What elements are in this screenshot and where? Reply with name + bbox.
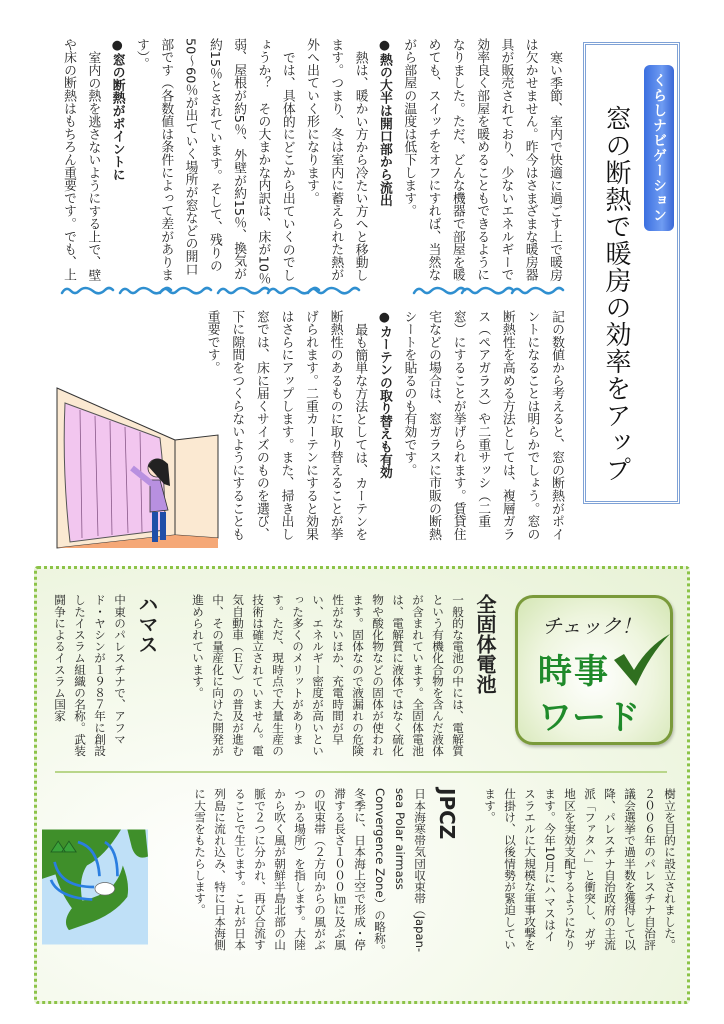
term-body: 一般的な電池の中には、電解質という有機化合物を含んだ液体が含まれています。全固体電池は、電解質に液体ではなく硫化物や酸化物などの固体が使われます。固体なので液漏れの危険性がないほか、充電時間が早い、エネルギー密度が高いといった多くのメリットがあります。ただ、現時点で大量生産の技術は確立されていません。電気自動車（ＥＶ）の普及が進む中、その量産化に向けた開発が進められています。 xyxy=(191,594,465,757)
term-zenkotai xyxy=(168,594,502,758)
term-jpcz xyxy=(152,788,464,958)
article-paragraph: 室内の熱を逃さないようにする上で、壁や床の断熱はもちろん重要です。でも、上 xyxy=(61,38,101,282)
article-subheading: ●熱の大半は開口部から流出 xyxy=(376,38,392,207)
jpcz-map xyxy=(42,826,148,948)
page-title: 窓の断熱で暖房の効率をアップ xyxy=(601,105,631,483)
term-hamas-continued xyxy=(466,788,680,952)
article-subheading: ●カーテンの取り替えも有効 xyxy=(376,310,392,479)
article-paragraph: 熱は、暖かい方から冷たい方へと移動します。つまり、冬は室内に蓄えられた熱が外へ出ていく形になります。 xyxy=(304,38,368,282)
section-label: くらしナビゲーション xyxy=(644,65,674,231)
term-heading: JPCZ xyxy=(435,788,459,840)
checkmark-icon xyxy=(610,632,672,688)
term-hamas xyxy=(40,594,164,758)
logo-line1: 時事 xyxy=(538,652,610,692)
term-heading: ハマス xyxy=(135,594,159,654)
article-paragraph: では、具体的にどこから出ていくのでしょうか？ その大まかな内訳は、床が10％弱、屋根が約5％、外壁が約15％、換気が約15％とされています。そして、残りの50～60％が出ていく場所が窓などの開口部です（各数値は条件によって差があります）。 xyxy=(133,38,295,285)
title-box xyxy=(583,42,680,504)
logo-line2: ワード xyxy=(538,698,640,738)
article-paragraph: 記の数値から考えると、窓の断熱がポイントになることは明らかでしょう。窓の断熱性を高める方法としては、複層ガラス（ペアガラス）や二重サッシ（二重窓）にすることが挙げられます。賃貸住宅などの場合は、窓ガラスに市販の断熱シートを貼るのも有効です。 xyxy=(401,310,564,541)
term-body: 樹立を目的に設立されました。２００６年のパレスチナ自治評議会選挙で過半数を獲得して以降、パレスチナ自治政府の主流派「ファタハ」と衝突し、ガザ地区を実効支配するようになります。今年10月にハマスはイスラエルに大規模な軍事攻撃を仕掛け、以後情勢が緊迫しています。 xyxy=(483,788,677,951)
curtain-illustration xyxy=(40,370,220,550)
article-subheading: ●窓の断熱がポイントに xyxy=(109,38,125,181)
article-bottom xyxy=(204,310,568,546)
term-heading: 全固体電池 xyxy=(473,594,497,694)
article-top xyxy=(36,38,566,288)
term-body: 日本海寒帯気団収束帯（Japan-sea Polar airmass Convergence Zone）の略称。冬季に、日本海上空で形成・停滞する長さ１０００㎞に及ぶ風の収束帯（２方向からの風がぶつかる場所）を指します。大陸から吹く風が朝鮮半島北部の山脈で２つに分かれ、再び合流することで生じます。これが日本列島に流れ込み、特に日本海側に大雪をもたらします。 xyxy=(193,788,427,956)
article-paragraph: 寒い季節、室内で快適に過ごす上で暖房は欠かせません。昨今はさまざまな暖房器具が販売されており、少ないエネルギーで効率良く部屋を暖めることもできるようになりました。ただ、どんな機器で部屋を暖めても、スイッチをオフにすれば、当然ながら部屋の温度は低下します。 xyxy=(401,38,562,282)
term-body: 中東のパレスチナで、アフマド・ヤシンが１９８７年に創設したイスラム組織の名称。武装闘争によるイスラム国家 xyxy=(53,594,127,757)
jiji-word-logo xyxy=(515,595,673,745)
box-divider xyxy=(55,771,667,773)
article-paragraph: 最も簡単な方法としては、カーテンを断熱性のあるものに取り替えることが挙げられます。二重カーテンにすると効果はさらにアップします。また、掃き出し窓では、床に届くサイズのものを選び、下に隙間をつくらないようにすることも重要です。 xyxy=(204,310,368,541)
wave-divider xyxy=(40,285,570,301)
logo-check-text: チェック！ xyxy=(542,614,642,638)
